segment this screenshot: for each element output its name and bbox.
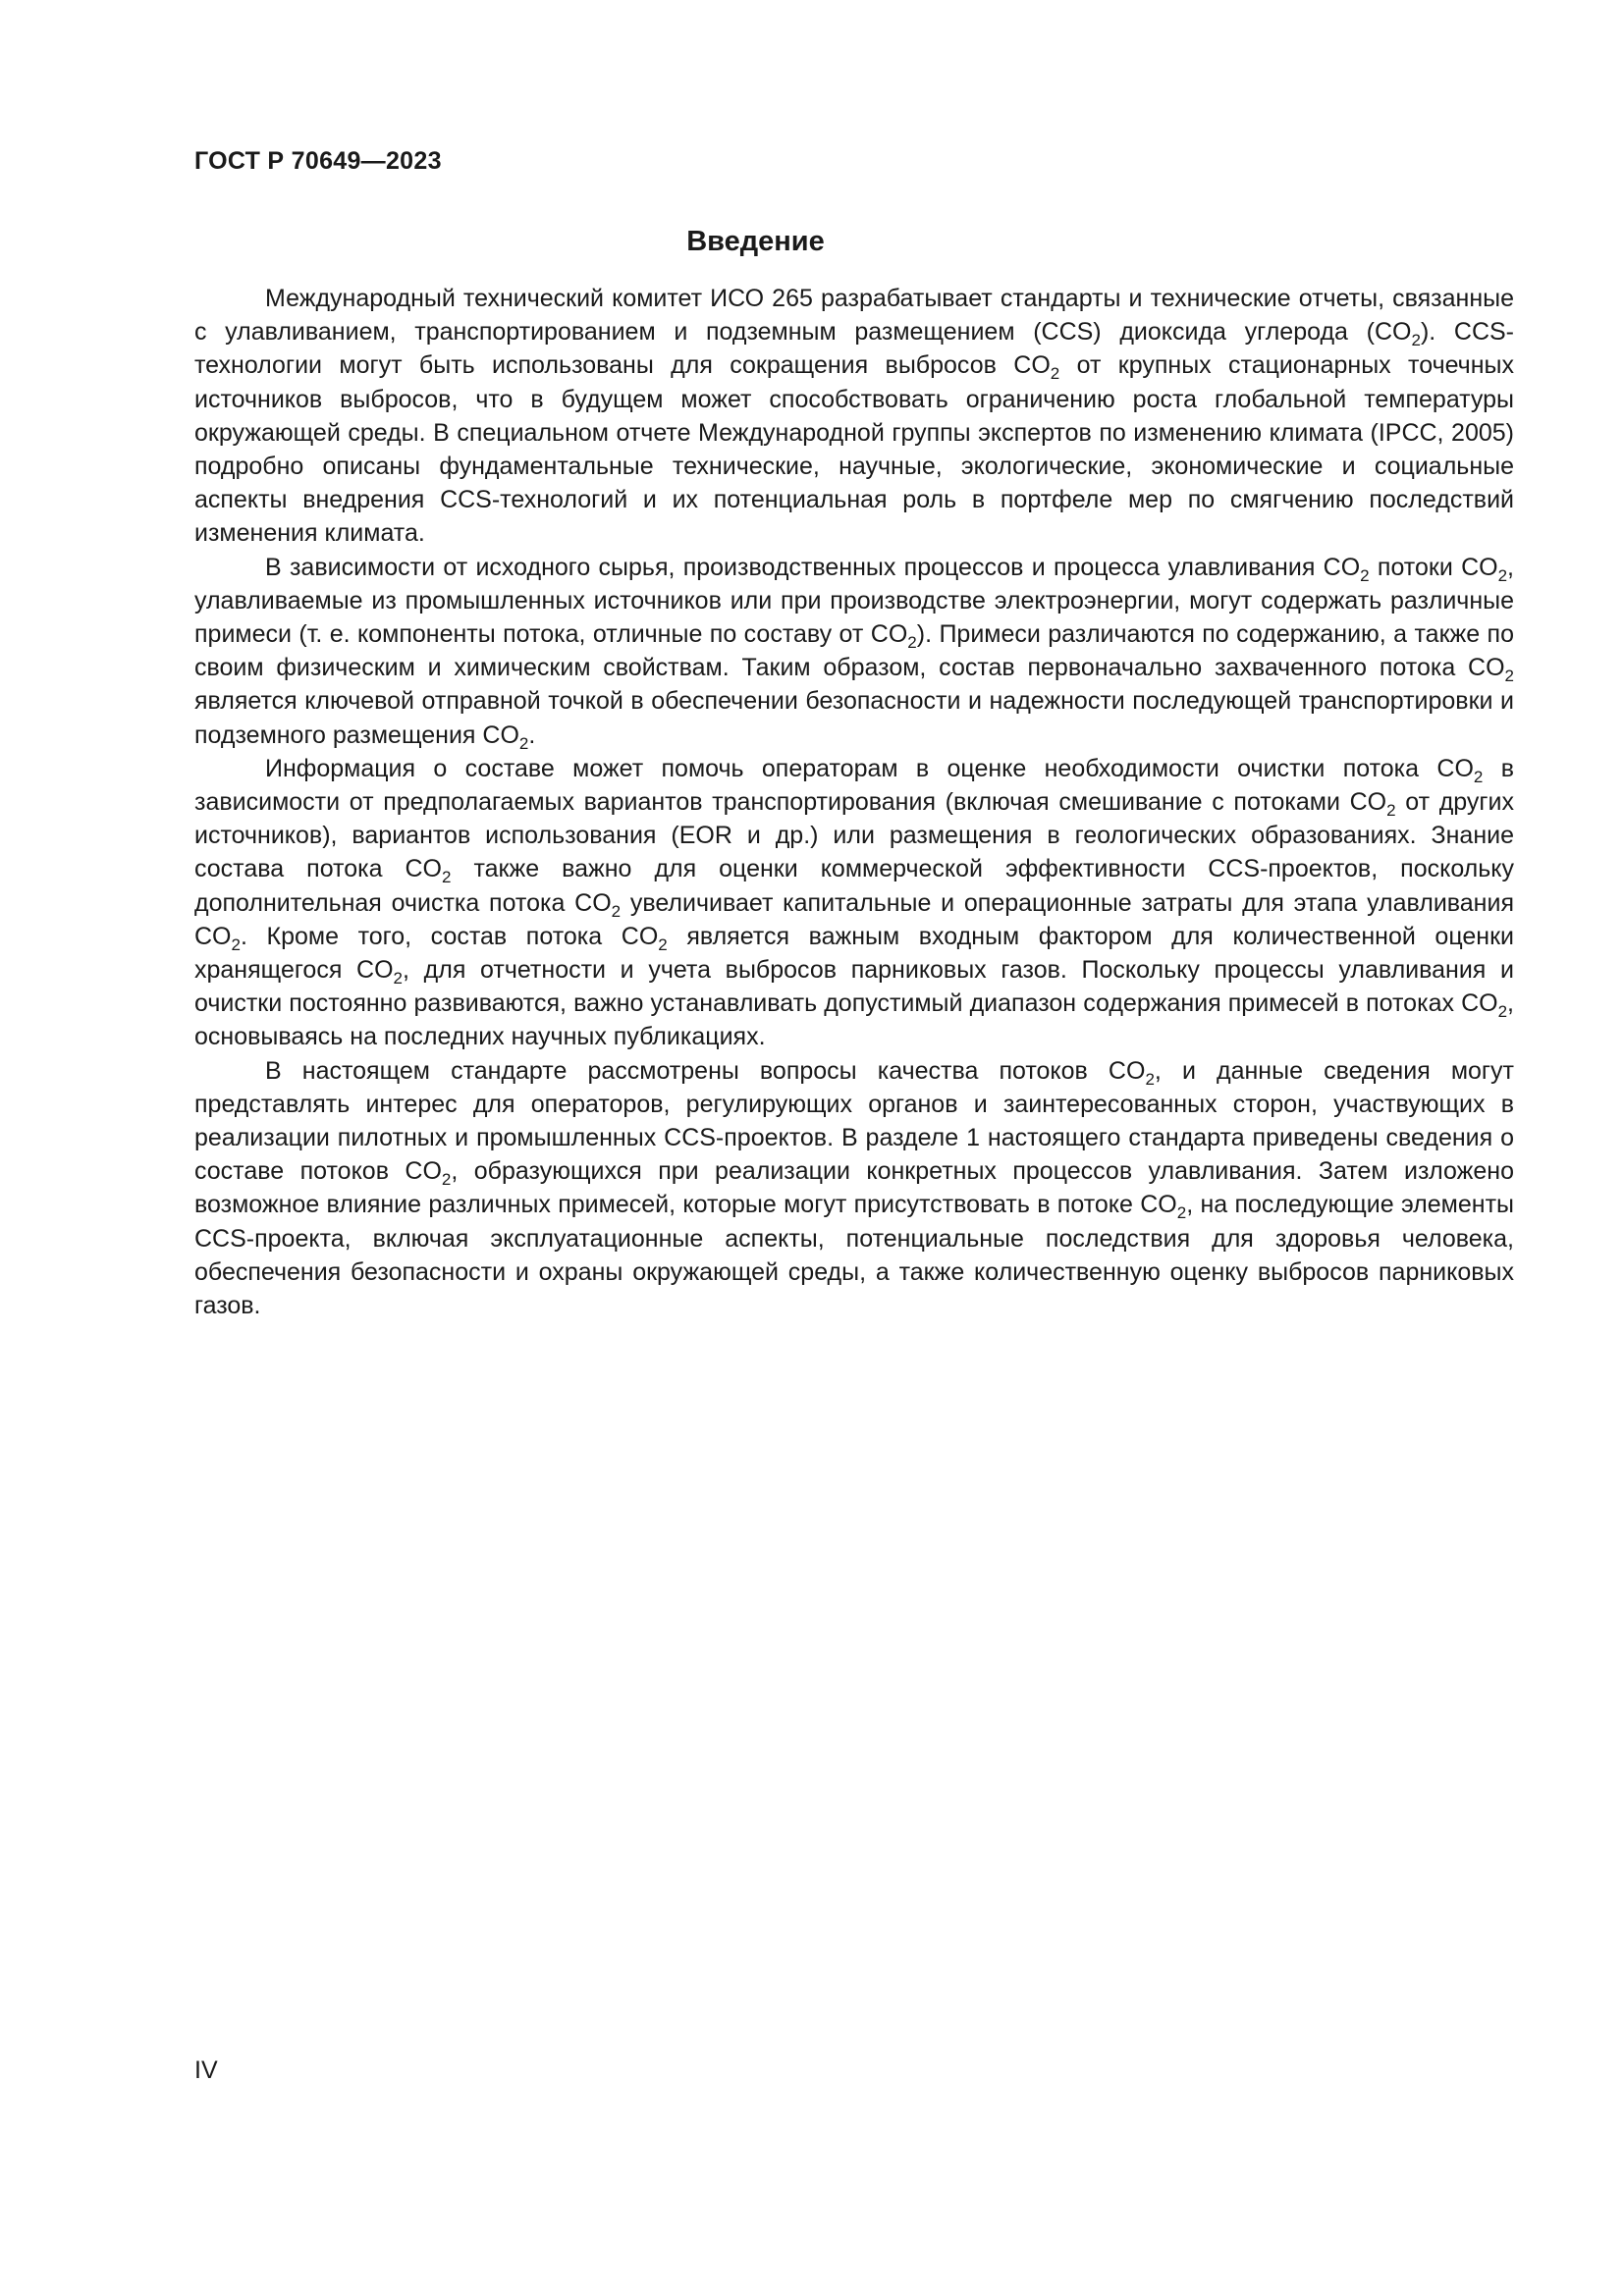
subscript: 2 [1145, 1069, 1155, 1089]
paragraph [194, 1054, 1514, 1323]
text-run: ). Примеси различаются по содержанию, а также по своим физическим и химическим свойствам. Таким образом, состав первоначально захваченного потока CO [194, 620, 1514, 682]
text-run: в зависимости от предполагаемых вариантов транспортирования (включая смешивание с потоками CO [194, 754, 1515, 817]
document-header: ГОСТ Р 70649—2023 [194, 147, 442, 175]
text-run: . Кроме того, состав потока CO [240, 922, 659, 950]
body-text [194, 282, 1514, 1322]
section-title: Введение [686, 226, 825, 257]
text-run: В настоящем стандарте рассмотрены вопросы качества потоков CO [265, 1056, 1146, 1085]
text-run: увеличивает капитальные и операционные затраты для этапа улавливания CO [194, 888, 1514, 950]
text-run: , для отчетности и учета выбросов парниковых газов. Поскольку процессы улавливания и очистки постоянно развиваются, важно устанавливать допустимый диапазон содержания примесей в потоках CO [194, 956, 1514, 1018]
subscript: 2 [658, 934, 668, 954]
text-run: , на последующие элементы CCS-проекта, включая эксплуатационные аспекты, потенциальные последствия для здоровья человека, обеспечения безопасности и охраны окружающей среды, а также количественную оценку выбросов парниковых газов. [194, 1191, 1514, 1320]
paragraph [194, 752, 1514, 1054]
text-run: ). CCS-технологии могут быть использованы для сокращения выбросов CO [194, 318, 1515, 380]
text-run: , основываясь на последних научных публикациях. [194, 989, 1514, 1051]
text-run: , и данные сведения могут представлять интерес для операторов, регулирующих органов и заинтересованных сторон, участвующих в реализации пилотных и промышленных CCS-проектов. В разделе 1 настоящего стандарта приведены сведения о составе потоков CO [194, 1056, 1514, 1186]
text-run: является важным входным фактором для количественной оценки хранящегося CO [194, 922, 1514, 985]
text-run: , образующихся при реализации конкретных процессов улавливания. Затем изложено возможное влияние различных примесей, которые могут присутствовать в потоке CO [194, 1157, 1514, 1219]
text-run: также важно для оценки коммерческой эффективности CCS-проектов, поскольку дополнительная очистка потока CO [194, 855, 1514, 917]
subscript: 2 [518, 733, 529, 753]
subscript: 2 [1497, 565, 1508, 585]
paragraph [194, 282, 1514, 551]
subscript: 2 [1497, 1002, 1508, 1022]
text-run: В зависимости от исходного сырья, производственных процессов и процесса улавливания CO [265, 553, 1361, 581]
paragraph [194, 551, 1514, 752]
subscript: 2 [1176, 1203, 1187, 1223]
subscript: 2 [907, 633, 917, 653]
subscript: 2 [1504, 667, 1514, 686]
text-run: от других источников), вариантов использования (EOR и др.) или размещения в геологических образованиях. Знание состава потока CO [194, 788, 1514, 883]
subscript: 2 [441, 1170, 452, 1190]
subscript: 2 [442, 868, 452, 887]
subscript: 2 [393, 969, 404, 988]
text-run: является ключевой отправной точкой в обеспечении безопасности и надежности последующей транспортировки и подземного размещения CO [194, 687, 1514, 749]
text-run: потоки CO [1369, 553, 1498, 581]
page-number: IV [194, 2056, 218, 2084]
subscript: 2 [1386, 801, 1396, 821]
subscript: 2 [611, 901, 622, 921]
subscript: 2 [1473, 767, 1484, 786]
text-run: Международный технический комитет ИСО 265 разрабатывает стандарты и технические отчеты, связанные с улавливанием, транспортированием и подземным размещением (CCS) диоксида углерода (CO [194, 285, 1514, 347]
subscript: 2 [231, 934, 241, 954]
text-run: от крупных стационарных точечных источников выбросов, что в будущем может способствовать ограничению роста глобальной температуры окружающей среды. В специальном отчете Международной группы экспертов по изменению климата (IPCC, 2005) подробно описаны фундаментальные технические, научные, экологические, экономические и социальные аспекты внедрения CCS-технологий и их потенциальная роль в портфеле мер по смягчению последствий изменения климата. [194, 351, 1514, 548]
text-run: Информация о составе может помочь операторам в оценке необходимости очистки потока CO [265, 754, 1474, 782]
subscript: 2 [1360, 565, 1370, 585]
subscript: 2 [1050, 364, 1060, 384]
text-run: , улавливаемые из промышленных источников или при производстве электроэнергии, могут содержать различные примеси (т. е. компоненты потока, отличные по составу от CO [194, 553, 1514, 649]
subscript: 2 [1411, 331, 1421, 350]
text-run: . [528, 721, 536, 749]
